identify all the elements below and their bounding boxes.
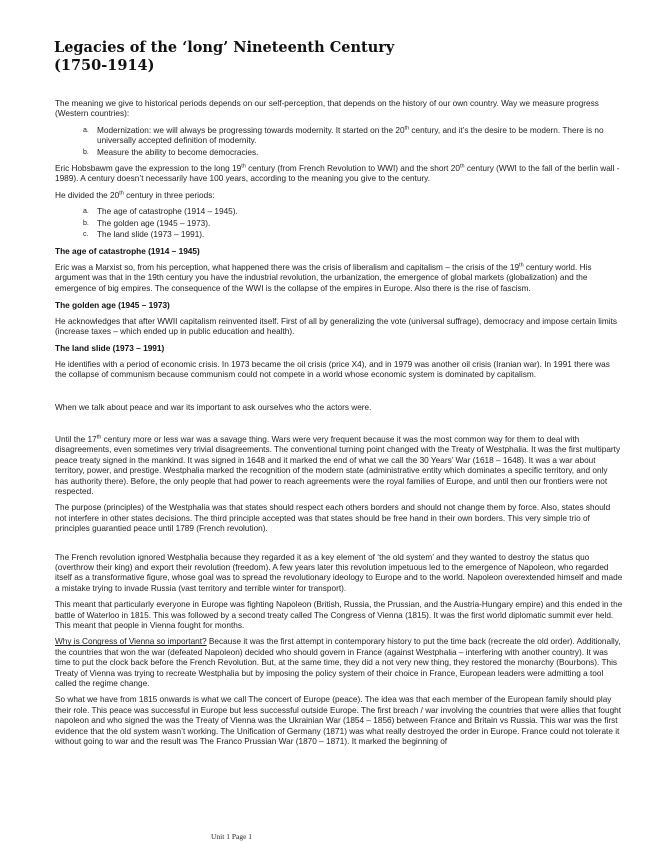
list-marker: b. — [83, 219, 89, 227]
list-item: b. The golden age (1945 – 1973). — [83, 218, 211, 228]
golden-paragraph: He acknowledges that after WWII capitalism reinvented itself. First of all by generalizing the vote (universal suffrage), democracy and impose certain limits (increase taxes – which ended up in public education and health). — [55, 316, 618, 336]
catastrophe-paragraph: Eric was a Marxist so, from his perception, what happened there was the crisis of liberalism and capitalism – the crisis of the 19th century world. His argument was that in the 19th century you have the industrial revolution, the urbanization, the emergence of global markets (globalization) and the emergence of big empires. The consequence of the WWI is the collapse of the empires in Europe. Also there is the rise of fascism. — [55, 262, 592, 293]
document-body — [55, 99, 623, 754]
intro-paragraph: The meaning we give to historical periods depends on our self-perception, that depends on the history of our own country. Way we measure progress (Western countries): — [55, 99, 599, 119]
title-line-2: (1750-1914) — [54, 57, 155, 74]
french-revolution-paragraph: The French revolution ignored Westphalia because they regarded it as a key element of ‘the old system’ and they wanted to destroy the status quo (overthrow their king) and export their revolution (freedom). A few years later this revolution impetuous led to the emergence of Napoleon, who regarded itself as a transformative figure, whose goal was to spread the revolutionary ideology to Europe and to the world. Napoleon overextended himself and made a mistake trying to invade Russia (vast territory and terrible winter for transport). — [55, 552, 623, 593]
landslide-paragraph: He identifies with a period of economic crisis. In 1973 became the oil crisis (price X4), and in 1979 was another oil crisis (Iranian war). In 1991 there was the collapse of communism because communism could not compete in a world whose economic system is dominated by capitalism. — [55, 359, 610, 380]
list-marker: a. — [83, 208, 89, 216]
title-line-1: Legacies of the ‘long’ Nineteenth Century — [54, 39, 395, 56]
westphalia-principles-paragraph: The purpose (principles) of the Westphalia was that states should respect each others borders and should not change them by force. Also, states should not interfere in other states decisions. The third principle accepted was that states should be free hand in their own borders. This very simple trio of principles guarantied peace until 1789 (French revolution). — [55, 503, 611, 534]
westphalia-paragraph: Until the 17th century more or less war was a savage thing. Wars were very frequent because it was the most common way for them to deal with disagreements, even sometimes very trivial disagreements. The conventional turning point changed with the Treaty of Westphalia. It was the first multiparty peace treaty signed in the mankind. It was signed in 1648 and it marked the end of what we call the 30 Years’ War (1618 – 1648). It was a war about territory, power, and prestige. Westphalia marked the recognition of the modern state (administrative entity which dominates a specific territory, and only has authority there). Before, the only people that had power to reach agreements were the royal families of Europe, and until then our frontiers were not respected. — [55, 434, 621, 496]
underlined-question: Why is Congress of Vienna so important? — [55, 637, 207, 647]
hobsbawm-paragraph: Eric Hobsbawm gave the expression to the long 19th century (from French Revolution to WWI) and the short 20th century (WWI to the fall of the berlin wall - 1989). A century doesn’t necessarily have 100 years, according to the meaning you give to the century. — [55, 163, 620, 184]
section-heading: The age of catastrophe (1914 – 1945) — [55, 246, 200, 257]
waterloo-paragraph: This meant that particularly everyone in Europe was fighting Napoleon (British, Russia, the Prussian, and the Austria-Hungary empire) and this ended in the battle of Waterloo in 1815. This was followed by a second treaty called The Congress of Vienna (1815). It was the first world diplomatic summit ever held. This meant that people in Vienna fought for months. — [55, 600, 623, 631]
vienna-paragraph: Why is Congress of Vienna so important? Because it was the first attempt in contemporary history to put the time back (recreate the old order). Additionally, the countries that won the war (defeated Napoleon) decided who should govern in France (against Westphalia – interfering with another country). It was time to put the clock back before the French Revolution. But, at the same time, they did a not very new thing, they restored the monarchy (Bourbons). This Treaty of Vienna was trying to recreate Westphalia but by imposing the policy system of their choice in France, European leaders were admitting a tool called the regime change. — [55, 637, 621, 689]
list-item: a. Modernization: we will always be progressing towards modernity. It started on the 20th century, and it’s the desire to be modern. There is no universally accepted definition of modernity. — [83, 125, 604, 146]
list-marker: b. — [83, 148, 89, 156]
section-heading: The land slide (1973 – 1991) — [55, 343, 165, 354]
progress-list — [55, 126, 623, 158]
periods-list — [55, 207, 623, 240]
actors-paragraph: When we talk about peace and war its important to ask ourselves who the actors were. — [55, 402, 372, 412]
list-item: a. The age of catastrophe (1914 – 1945). — [83, 207, 238, 217]
page-footer: Unit 1 Page 1 — [211, 832, 253, 841]
periods-intro: He divided the 20th century in three periods: — [55, 190, 215, 200]
section-heading: The golden age (1945 – 1973) — [55, 300, 170, 311]
list-item: c. The land slide (1973 – 1991). — [83, 230, 205, 240]
document-title — [54, 39, 614, 75]
list-marker: a. — [83, 126, 89, 134]
list-marker: c. — [83, 231, 89, 239]
concert-paragraph: So what we have from 1815 onwards is what we call The concert of Europe (peace). The idea was that each member of the European family should play their role. This peace was successful in Europe but less successful outside Europe. The first breach / war involving the countries that were allies that fought napoleon and who signed the was the Treaty of Vienna was the Ukrainian War (1854 – 1856) between France and Britain vs Russia. This war was the first evidence that the old system wasn’t working. The Unification of Germany (1871) was what really destroyed the order in Europe. France could not tolerate it without going to war and the result was The Franco Prussian War (1870 – 1871). It marked the beginning of — [55, 695, 622, 747]
list-item: b. Measure the ability to become democracies. — [83, 147, 259, 157]
